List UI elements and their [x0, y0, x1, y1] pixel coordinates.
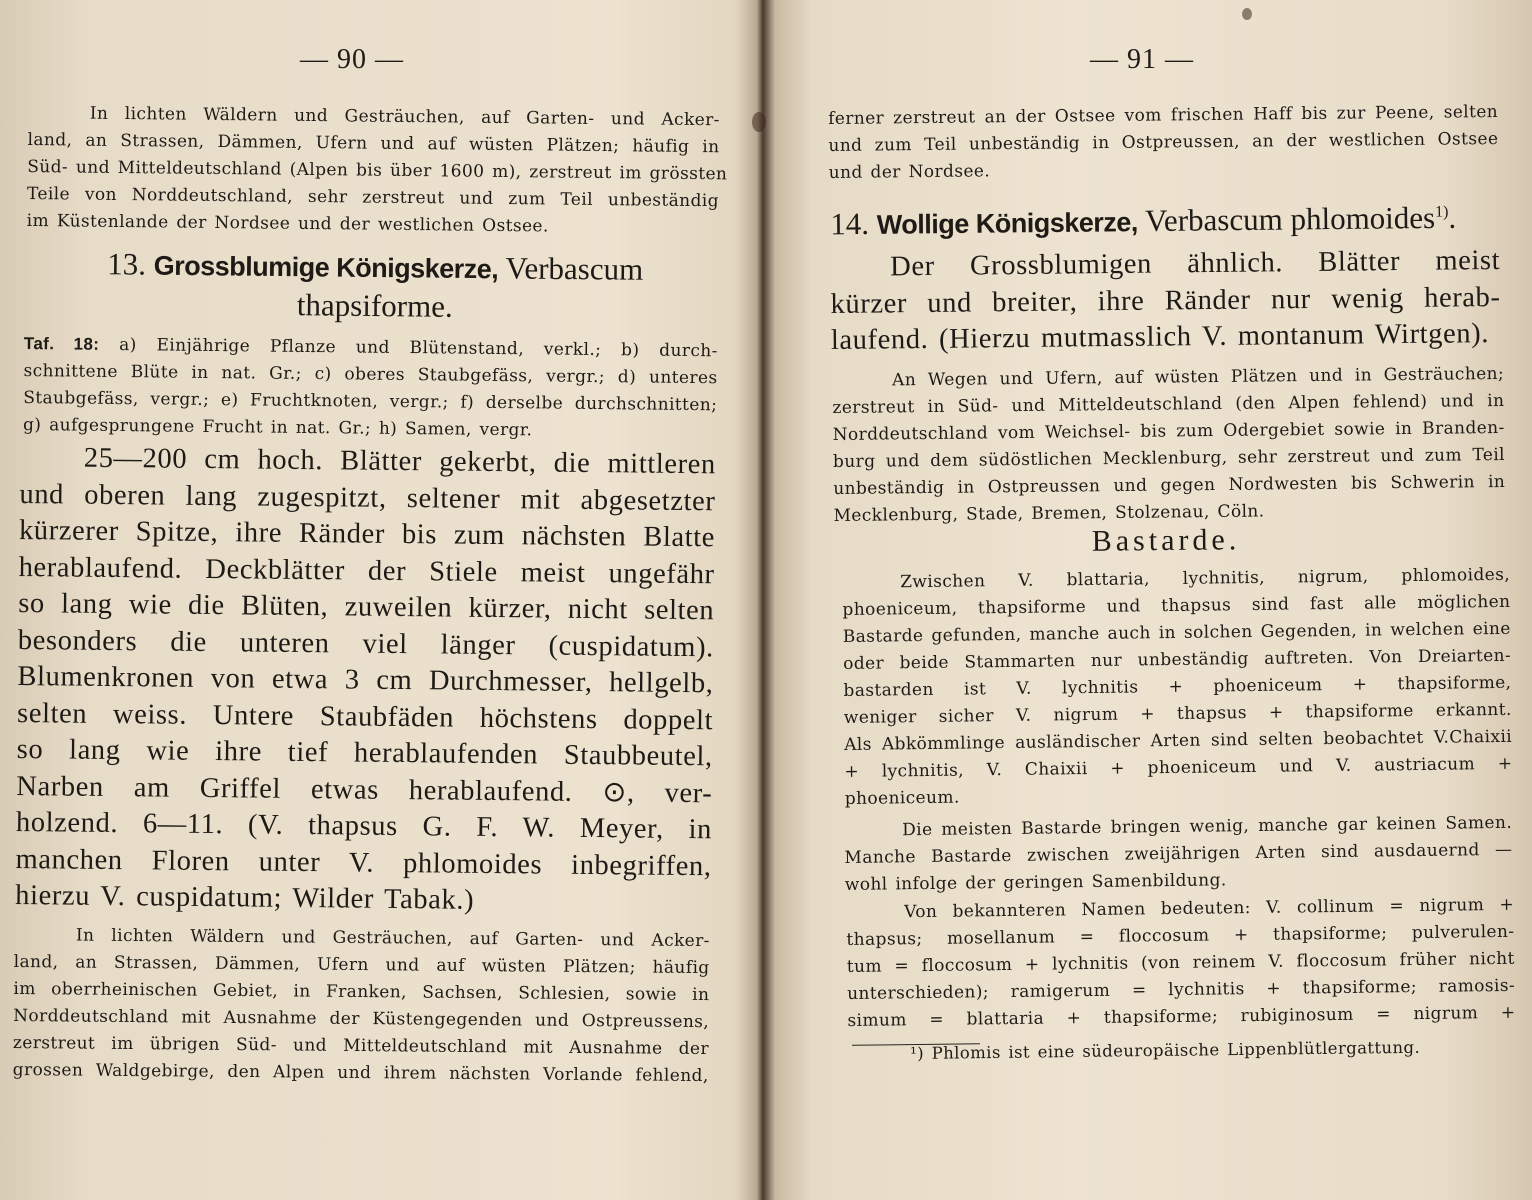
text-line: oder beide Stammarten nur unbeständig auftreten. Von Dreiarten- — [843, 645, 1512, 674]
text-line: ferner zerstreut an der Ostsee vom frischen Haff bis zur Peene, selten — [828, 101, 1499, 129]
footnote: ¹) Phlomis ist eine südeuropäische Lippenblütlergattung. — [910, 1037, 1421, 1063]
text-line: Mecklenburg, Stade, Bremen, Stolzenau, Cöln. — [833, 501, 1265, 526]
text-line: phoeniceum, thapsiforme und thapsus sind fast alle möglichen — [842, 591, 1511, 620]
text-line: land, an Strassen, Dämmen, Ufern und auf wüsten Plätzen; häufig — [13, 951, 710, 979]
hybrids-paragraph — [842, 562, 1513, 813]
text-line: so lang wie ihre tief herablaufenden Staubbeutel, — [16, 733, 713, 773]
species-number: 14. — [830, 205, 870, 242]
text-line: a) Einjährige Pflanze und Blütenstand, verkl.; b) durch- — [119, 334, 718, 362]
species-heading — [40, 244, 711, 328]
text-line: Norddeutschland mit Ausnahme der Küstengegenden und Ostpreussens, — [13, 1005, 710, 1033]
species-number: 13. — [107, 246, 147, 282]
plate-legend — [23, 330, 718, 446]
text-line: Die meisten Bastarde bringen wenig, manche gar keinen Samen. — [902, 812, 1513, 841]
text-line: unbeständig in Ostpreussen und gegen Nordwesten bis Schwerin in — [833, 471, 1506, 499]
text-line: unterschieden); ramigerum = lychnitis + thapsiforme; ramosis- — [847, 975, 1516, 1004]
text-line: In lichten Wäldern und Gesträuchen, auf Garten- und Acker- — [75, 925, 710, 952]
text-line: Staubgefäss, vergr.; e) Fruchtknoten, vergr.; f) derselbe durchschnitten; — [23, 387, 718, 416]
text-line: kürzerer Spitze, ihre Ränder bis zum nächsten Blatte — [18, 514, 716, 554]
hybrids-paragraph-3 — [846, 892, 1516, 1035]
habitat-paragraph — [13, 922, 710, 1090]
text-line: Bastarde gefunden, manche auch in solchen Gegenden, in welchen eine — [842, 618, 1511, 647]
text-line: Süd- und Mitteldeutschland (Alpen bis über 1600 m), zerstreut im grössten — [27, 156, 728, 185]
text-line: Narben am Griffel etwas herablaufend. ⊙, ver- — [16, 770, 713, 809]
text-line: besonders die unteren viel länger (cuspidatum). — [17, 624, 715, 663]
plate-label: Taf. 18: — [23, 333, 100, 354]
species-name: Wollige Königskerze, — [876, 207, 1138, 240]
text-line: land, an Strassen, Dämmen, Ufern und auf wüsten Plätzen; häufig in — [27, 129, 720, 158]
text-line: Als Abkömmlinge ausländischer Arten sind selten beobachtet V.Chaixii — [844, 726, 1513, 755]
text-line: weniger sicher V. nigrum + thapsus + thapsiforme erkannt. — [843, 699, 1512, 728]
species-name: Grossblumige Königskerze, — [153, 250, 499, 285]
text-line: Zwischen V. blattaria, lychnitis, nigrum, phlomoides, — [900, 564, 1511, 593]
text-line: simum = blattaria + thapsiforme; rubiginosum = nigrum + — [847, 1002, 1516, 1031]
text-line: Manche Bastarde zwischen zweijährigen Arten sind ausdauernd — — [844, 839, 1513, 868]
text-line: thapsus; mosellanum = floccosum + thapsiforme; pulverulen- — [846, 921, 1515, 950]
text-line: und oberen lang zugespitzt, seltener mit abgesetzter — [19, 478, 716, 517]
text-line: und der Nordsee. — [828, 161, 991, 183]
text-line: An Wegen und Ufern, auf wüsten Plätzen und in Gesträuchen; — [892, 363, 1505, 391]
left-page — [0, 0, 758, 1200]
page-number: — 90 — — [300, 44, 404, 75]
text-line: schnittene Blüte in nat. Gr.; c) oberes Staubgefäss, vergr.; d) unteres — [23, 360, 718, 389]
intro-paragraph — [26, 100, 728, 242]
text-line: phoeniceum. — [844, 787, 960, 809]
description-paragraph — [830, 243, 1501, 360]
habitat-paragraph — [832, 361, 1506, 530]
species-latin: Verbascum — [505, 250, 644, 287]
ink-stain — [752, 112, 766, 132]
text-line: holzend. 6—11. (V. thapsus G. F. W. Meyer, in — [15, 806, 713, 846]
text-line: selten weiss. Untere Staubfäden höchstens doppelt — [16, 697, 714, 736]
text-line: Von bekannteren Namen bedeuten: V. collinum = nigrum + — [904, 894, 1515, 923]
text-line: In lichten Wäldern und Gesträuchen, auf Garten- und Acker- — [89, 103, 720, 131]
text-line: und zum Teil unbeständig in Ostpreussen, an der westlichen Ostsee — [828, 128, 1499, 156]
continuation-paragraph — [828, 99, 1499, 187]
species-latin: Verbascum phlomoides — [1144, 199, 1436, 239]
text-line: g) aufgesprungene Frucht in nat. Gr.; h) Samen, vergr. — [22, 414, 533, 441]
text-line: burg und dem südöstlichen Mecklenburg, sehr zerstreut und zum Teil — [832, 444, 1506, 472]
text-line: Teile von Norddeutschland, sehr zerstreut und zum Teil unbeständig — [26, 183, 720, 212]
text-line: 25—200 cm hoch. Blätter gekerbt, die mittleren — [83, 442, 716, 481]
text-line: grossen Waldgebirge, den Alpen und ihrem nächsten Vorlande fehlend, — [12, 1059, 709, 1087]
text-line: im oberrheinischen Gebiet, in Franken, Sachsen, Schlesien, sowie in — [13, 978, 710, 1006]
text-line: Norddeutschland vom Weichsel- bis zum Odergebiet sowie in Branden- — [832, 417, 1505, 445]
hybrids-paragraph-2 — [844, 810, 1513, 899]
text-line: Der Grossblumigen ähnlich. Blätter meist — [890, 244, 1501, 283]
species-heading: 14. Wollige Königskerze, Verbascum phlomoides$^{1)}$. — [830, 199, 1457, 242]
text-line: tum = floccosum + lychnitis (von reinem V. floccosum früher nicht — [846, 948, 1515, 977]
text-line: Blumenkronen von etwa 3 cm Durchmesser, hellgelb, — [17, 660, 714, 700]
footnote-marker: 1) — [1434, 203, 1449, 221]
text-line: bastarden ist V. lychnitis + phoeniceum + thapsiforme, — [843, 672, 1512, 701]
text-line: kürzer und breiter, ihre Ränder nur wenig herab- — [830, 281, 1501, 320]
species-latin-continued: thapsiforme. — [296, 287, 453, 324]
text-line: hierzu V. cuspidatum; Wilder Tabak.) — [15, 879, 475, 916]
right-page — [770, 0, 1532, 1200]
text-line: im Küstenlande der Nordsee und der westlichen Ostsee. — [26, 210, 549, 237]
text-line: + lychnitis, V. Chaixii + phoeniceum und V. austriacum + — [844, 753, 1513, 782]
text-line: zerstreut in Süd- und Mitteldeutschland (den Alpen fehlend) und in — [832, 390, 1505, 418]
page-number: — 91 — — [1090, 44, 1194, 75]
text-line: wohl infolge der geringen Samenbildung. — [844, 870, 1227, 895]
text-line: so lang wie die Blüten, zuweilen kürzer, nicht selten — [18, 587, 715, 627]
text-line: manchen Floren unter V. phlomoides inbegriffen, — [15, 843, 712, 882]
description-paragraph — [15, 440, 716, 922]
ink-stain — [1242, 8, 1252, 20]
text-line: zerstreut im übrigen Süd- und Mitteldeutschland mit Ausnahme der — [12, 1032, 710, 1060]
text-line: herablaufend. Deckblätter der Stiele meist ungefähr — [18, 551, 715, 590]
section-title: Bastarde. — [1091, 523, 1241, 558]
text-line: laufend. (Hierzu mutmasslich V. montanum Wirtgen). — [830, 318, 1490, 356]
